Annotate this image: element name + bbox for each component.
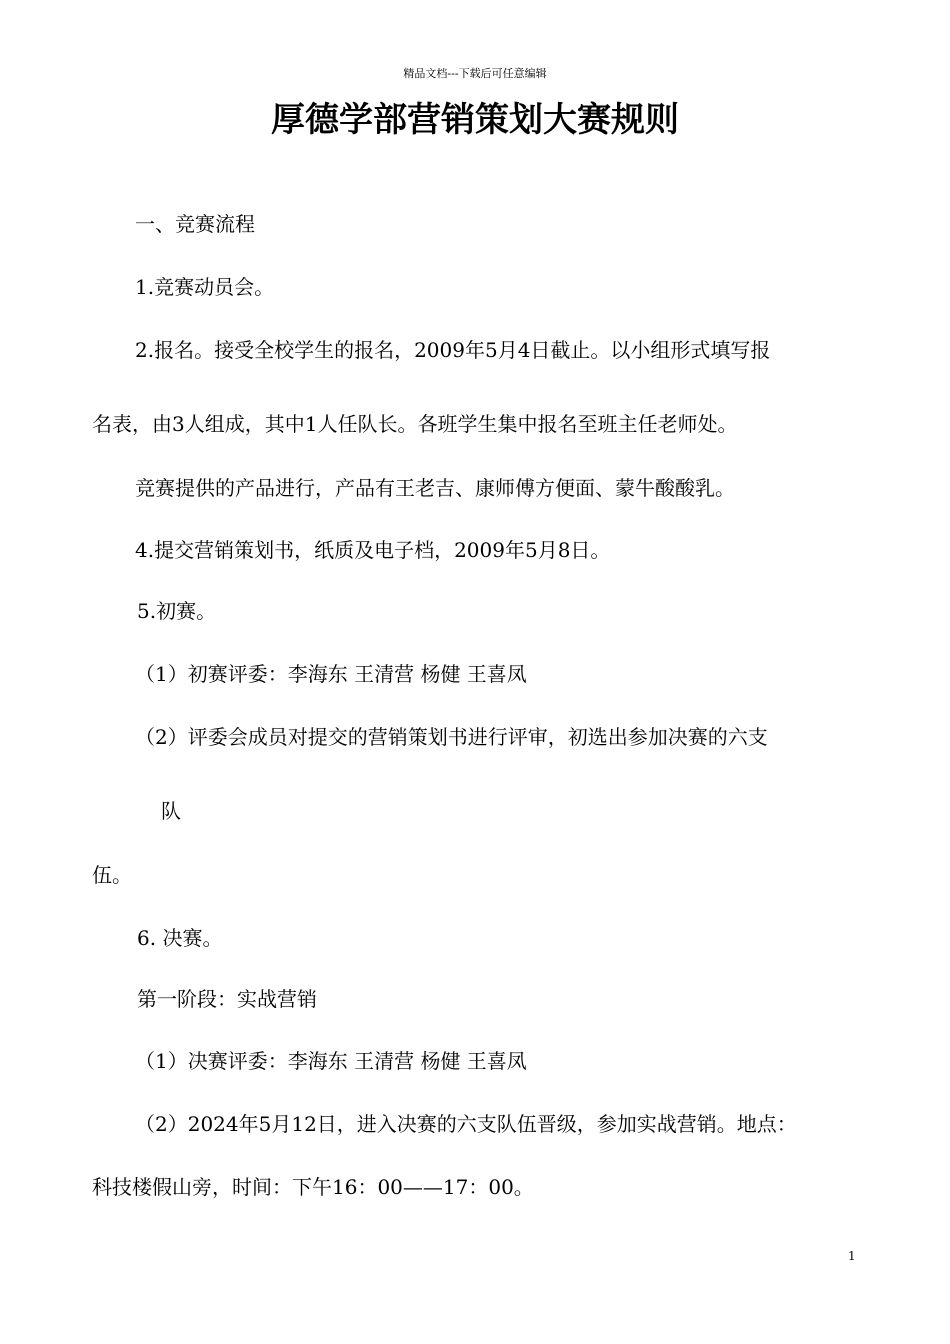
paragraph-line: 科技楼假山旁，时间：下午16：00——17：00。 xyxy=(92,1175,534,1199)
paragraph-line: 4.提交营销策划书，纸质及电子档，2009年5月8日。 xyxy=(135,538,611,562)
paragraph-line: 1.竞赛动员会。 xyxy=(135,275,275,299)
paragraph-line: 2.报名。接受全校学生的报名，2009年5月4日截止。以小组形式填写报 xyxy=(135,338,771,362)
header-note: 精品文档---下载后可任意编辑 xyxy=(403,67,547,80)
paragraph-line: （1）初赛评委：李海东 王清营 杨健 王喜凤 xyxy=(135,662,527,686)
paragraph-line: 5.初赛。 xyxy=(137,599,217,623)
paragraph-line: 伍。 xyxy=(92,863,132,887)
paragraph-line: 名表，由3人组成，其中1人任队长。各班学生集中报名至班主任老师处。 xyxy=(92,412,738,436)
page-number: 1 xyxy=(848,1249,856,1263)
paragraph-line: （2）2024年5月12日，进入决赛的六支队伍晋级，参加实战营销。地点： xyxy=(135,1112,797,1136)
document-title: 厚德学部营销策划大赛规则 xyxy=(271,100,679,140)
section-heading-competition-process: 一、竞赛流程 xyxy=(135,212,255,236)
paragraph-line: 6. 决赛。 xyxy=(137,926,223,950)
paragraph-line: （2）评委会成员对提交的营销策划书进行评审，初选出参加决赛的六支 xyxy=(135,725,768,749)
paragraph-line: 队 xyxy=(161,799,181,823)
paragraph-line: 第一阶段：实战营销 xyxy=(137,987,317,1011)
paragraph-line: 竞赛提供的产品进行，产品有王老吉、康师傅方便面、蒙牛酸酸乳。 xyxy=(135,476,735,500)
paragraph-line: （1）决赛评委：李海东 王清营 杨健 王喜凤 xyxy=(135,1049,527,1073)
